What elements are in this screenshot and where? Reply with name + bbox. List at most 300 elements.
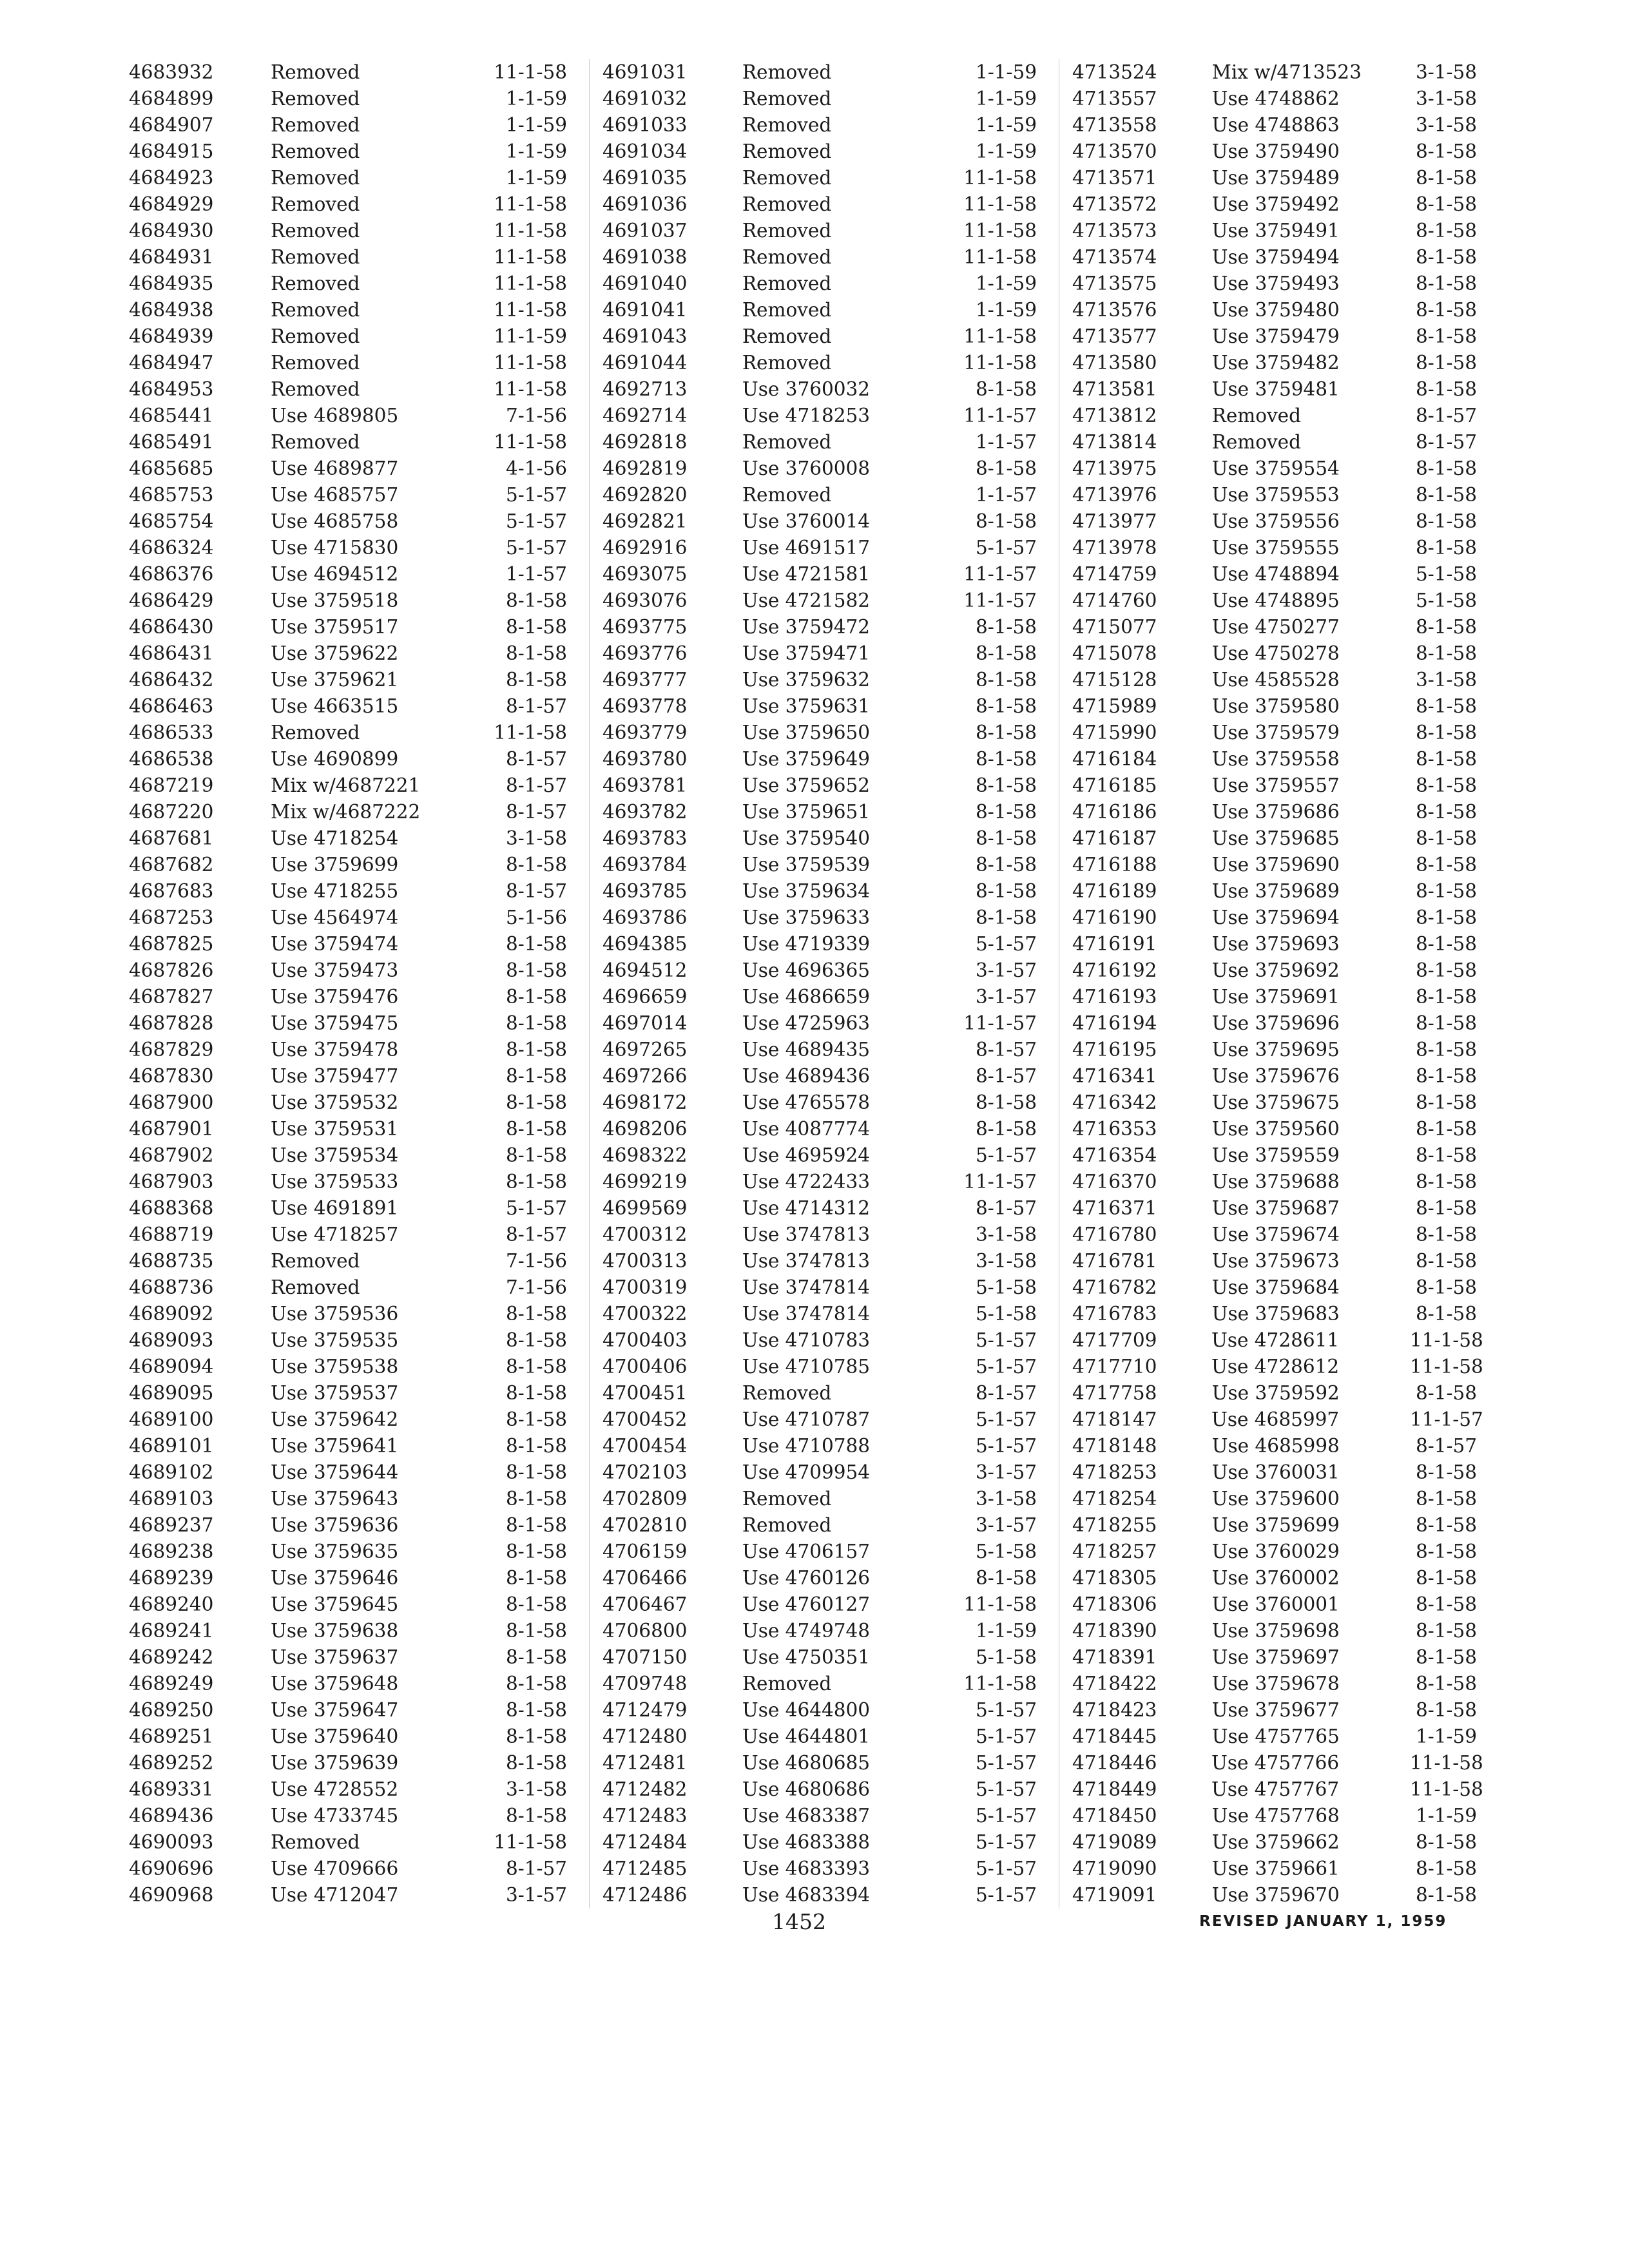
replacement-status: Use 4686659	[742, 986, 871, 1008]
replacement-status: Use 3759696	[1211, 1012, 1340, 1034]
part-number: 4716187	[1072, 827, 1157, 849]
part-number: 4716370	[1072, 1171, 1157, 1193]
table-row	[590, 456, 1059, 482]
replacement-status: Use 4706157	[742, 1541, 871, 1562]
part-number: 4713975	[1072, 457, 1157, 479]
part-number: 4693786	[602, 907, 688, 928]
table-row	[1059, 1750, 1483, 1776]
effective-date: 1-1-59	[1415, 1805, 1477, 1827]
table-row	[1059, 86, 1477, 112]
table-row	[590, 984, 1059, 1010]
table-row	[122, 614, 589, 640]
table-row	[1059, 1301, 1477, 1327]
part-number: 4712483	[602, 1805, 688, 1827]
effective-date: 8-1-58	[1415, 880, 1477, 902]
part-number: 4688735	[129, 1250, 214, 1272]
replacement-status: Use 3759691	[1211, 986, 1340, 1008]
part-number: 4697014	[602, 1012, 688, 1034]
replacement-status: Use 3759538	[271, 1356, 399, 1378]
replacement-status: Use 3759687	[1211, 1197, 1340, 1219]
effective-date: 8-1-58	[505, 1673, 567, 1695]
part-number: 4717758	[1072, 1382, 1157, 1404]
effective-date: 8-1-58	[1415, 378, 1477, 400]
part-number: 4716341	[1072, 1065, 1157, 1087]
effective-date: 8-1-58	[975, 695, 1037, 717]
table-row	[590, 720, 1059, 746]
part-number: 4687830	[129, 1065, 214, 1087]
part-number: 4716189	[1072, 880, 1157, 902]
table-row	[1059, 614, 1477, 640]
replacement-status: Removed	[742, 246, 832, 268]
effective-date: 8-1-58	[975, 880, 1037, 902]
part-number: 4713581	[1072, 378, 1157, 400]
table-row	[122, 640, 589, 667]
effective-date: 8-1-58	[505, 1382, 567, 1404]
table-row	[1059, 1829, 1477, 1856]
effective-date: 11-1-58	[1410, 1752, 1483, 1774]
table-row	[1059, 1644, 1477, 1671]
effective-date: 8-1-57	[975, 1039, 1037, 1061]
part-number: 4689251	[129, 1725, 214, 1747]
table-row	[590, 1776, 1059, 1803]
effective-date: 5-1-57	[975, 1408, 1037, 1430]
part-number: 4692916	[602, 537, 688, 559]
replacement-status: Use 4718255	[271, 880, 399, 902]
part-number: 4713976	[1072, 484, 1157, 506]
table-row	[590, 746, 1059, 773]
replacement-status: Use 4718257	[271, 1224, 399, 1245]
replacement-status: Use 4709666	[271, 1858, 399, 1879]
part-number: 4700322	[602, 1303, 688, 1325]
replacement-status: Use 4760126	[742, 1567, 871, 1589]
effective-date: 3-1-58	[1415, 88, 1477, 110]
table-row	[1059, 535, 1477, 561]
replacement-status: Use 4685997	[1211, 1408, 1340, 1430]
part-number: 4684929	[129, 193, 214, 215]
replacement-status: Use 3760014	[742, 510, 871, 532]
effective-date: 8-1-58	[1415, 933, 1477, 955]
part-number: 4686431	[129, 642, 214, 664]
part-number: 4706467	[602, 1593, 688, 1615]
part-number: 4689100	[129, 1408, 214, 1430]
table-row	[122, 244, 589, 271]
effective-date: 4-1-56	[505, 457, 567, 479]
table-row	[1059, 667, 1477, 693]
part-number: 4718253	[1072, 1461, 1157, 1483]
effective-date: 11-1-58	[494, 299, 567, 321]
effective-date: 8-1-58	[1415, 1118, 1477, 1140]
table-row	[590, 350, 1059, 376]
effective-date: 8-1-58	[975, 827, 1037, 849]
replacement-status: Use 3759670	[1211, 1884, 1340, 1906]
part-number: 4717709	[1072, 1329, 1157, 1351]
effective-date: 5-1-57	[975, 1144, 1037, 1166]
part-number: 4687681	[129, 827, 214, 849]
effective-date: 8-1-58	[1415, 642, 1477, 664]
part-number: 4691032	[602, 88, 688, 110]
table-row	[122, 852, 589, 878]
replacement-status: Use 3759690	[1211, 854, 1340, 876]
replacement-status: Use 4694512	[271, 563, 399, 585]
replacement-status: Use 3759579	[1211, 722, 1340, 744]
part-number: 4693775	[602, 616, 688, 638]
replacement-status: Use 3759560	[1211, 1118, 1340, 1140]
part-number: 4691040	[602, 273, 688, 294]
part-number: 4713571	[1072, 167, 1157, 189]
effective-date: 7-1-56	[505, 1250, 567, 1272]
table-row	[1059, 905, 1477, 931]
effective-date: 8-1-58	[505, 1171, 567, 1193]
replacement-status: Use 4689877	[271, 457, 399, 479]
part-number: 4689240	[129, 1593, 214, 1615]
part-number: 4691038	[602, 246, 688, 268]
table-row	[122, 1539, 589, 1565]
table-row	[122, 1407, 589, 1433]
table-row	[122, 535, 589, 561]
replacement-status: Use 3759641	[271, 1435, 399, 1457]
table-row	[122, 667, 589, 693]
page-footer	[0, 1909, 1629, 1948]
table-row	[122, 1169, 589, 1195]
replacement-status: Removed	[742, 140, 832, 162]
table-row	[1059, 1407, 1483, 1433]
part-number: 4693780	[602, 748, 688, 770]
table-row	[1059, 1697, 1477, 1724]
replacement-status: Use 3759648	[271, 1673, 399, 1695]
table-row	[1059, 693, 1477, 720]
table-row	[1059, 1856, 1477, 1882]
part-number: 4714759	[1072, 563, 1157, 585]
effective-date: 8-1-58	[505, 1356, 567, 1378]
effective-date: 8-1-58	[505, 1699, 567, 1721]
part-number: 4691043	[602, 325, 688, 347]
effective-date: 8-1-58	[1415, 1593, 1477, 1615]
effective-date: 7-1-56	[505, 1276, 567, 1298]
replacement-status: Use 3759534	[271, 1144, 399, 1166]
table-row	[122, 957, 589, 984]
effective-date: 5-1-57	[975, 1725, 1037, 1747]
part-number: 4713814	[1072, 431, 1157, 453]
table-row	[122, 482, 589, 508]
replacement-status: Use 4728611	[1211, 1329, 1340, 1351]
table-row	[1059, 1116, 1477, 1142]
part-number: 4693785	[602, 880, 688, 902]
table-row	[122, 746, 589, 773]
part-number: 4692821	[602, 510, 688, 532]
table-row	[590, 218, 1059, 244]
table-row	[590, 799, 1059, 825]
table-row	[1059, 1671, 1477, 1697]
part-number: 4688736	[129, 1276, 214, 1298]
effective-date: 1-1-59	[975, 299, 1037, 321]
part-number: 4716195	[1072, 1039, 1157, 1061]
effective-date: 8-1-58	[1415, 1567, 1477, 1589]
part-number: 4719090	[1072, 1858, 1157, 1879]
effective-date: 5-1-58	[975, 1276, 1037, 1298]
table-row	[590, 191, 1059, 218]
table-row	[122, 508, 589, 535]
replacement-status: Use 3759634	[742, 880, 871, 902]
part-number: 4702810	[602, 1514, 688, 1536]
replacement-status: Use 3759645	[271, 1593, 399, 1615]
replacement-status: Use 4718254	[271, 827, 399, 849]
replacement-status: Removed	[271, 299, 360, 321]
effective-date: 8-1-57	[505, 1858, 567, 1879]
replacement-status: Removed	[742, 431, 832, 453]
part-number: 4685491	[129, 431, 214, 453]
replacement-status: Removed	[742, 1382, 832, 1404]
effective-date: 8-1-58	[1415, 774, 1477, 796]
table-row	[1059, 508, 1477, 535]
part-number: 4689250	[129, 1699, 214, 1721]
table-row	[590, 1090, 1059, 1116]
table-row	[1059, 1459, 1477, 1486]
part-number: 4718390	[1072, 1620, 1157, 1642]
part-number: 4691041	[602, 299, 688, 321]
part-number: 4686376	[129, 563, 214, 585]
effective-date: 8-1-58	[975, 1118, 1037, 1140]
effective-date: 11-1-58	[963, 220, 1037, 242]
part-number: 4685754	[129, 510, 214, 532]
effective-date: 11-1-58	[963, 1593, 1037, 1615]
effective-date: 8-1-58	[1415, 1091, 1477, 1113]
effective-date: 8-1-58	[1415, 907, 1477, 928]
effective-date: 5-1-57	[975, 1831, 1037, 1853]
replacement-status: Removed	[742, 1673, 832, 1695]
table-row	[1059, 1090, 1477, 1116]
replacement-status: Removed	[271, 140, 360, 162]
effective-date: 8-1-58	[1415, 140, 1477, 162]
effective-date: 5-1-57	[975, 1805, 1037, 1827]
effective-date: 8-1-58	[1415, 1699, 1477, 1721]
part-number: 4712482	[602, 1778, 688, 1800]
table-row	[1059, 1010, 1477, 1037]
replacement-status: Removed	[742, 167, 832, 189]
replacement-status: Use 4712047	[271, 1884, 399, 1906]
replacement-status: Use 3759649	[742, 748, 871, 770]
replacement-status: Use 3759686	[1211, 801, 1340, 823]
table-row	[590, 1539, 1059, 1565]
replacement-status: Removed	[271, 273, 360, 294]
effective-date: 5-1-58	[975, 1303, 1037, 1325]
table-row	[590, 1724, 1059, 1750]
effective-date: 8-1-58	[975, 1091, 1037, 1113]
part-number: 4718450	[1072, 1805, 1157, 1827]
replacement-status: Removed	[271, 193, 360, 215]
effective-date: 8-1-58	[505, 1435, 567, 1457]
part-number: 4718257	[1072, 1541, 1157, 1562]
part-number: 4687828	[129, 1012, 214, 1034]
table-row	[1059, 1354, 1483, 1380]
table-row	[1059, 1618, 1477, 1644]
effective-date: 8-1-58	[1415, 220, 1477, 242]
table-row	[122, 1433, 589, 1459]
replacement-status: Use 3759479	[1211, 325, 1340, 347]
replacement-status: Removed	[271, 88, 360, 110]
table-row	[1059, 323, 1477, 350]
effective-date: 11-1-58	[963, 167, 1037, 189]
table-row	[590, 1222, 1059, 1248]
replacement-status: Use 3760029	[1211, 1541, 1340, 1562]
effective-date: 11-1-58	[494, 61, 567, 83]
effective-date: 8-1-58	[505, 1303, 567, 1325]
replacement-status: Use 3759554	[1211, 457, 1340, 479]
replacement-status: Use 3759673	[1211, 1250, 1340, 1272]
table-row	[122, 350, 589, 376]
effective-date: 11-1-58	[494, 431, 567, 453]
part-number: 4698206	[602, 1118, 688, 1140]
effective-date: 8-1-58	[975, 748, 1037, 770]
part-number: 4700451	[602, 1382, 688, 1404]
table-row	[590, 1644, 1059, 1671]
part-number: 4713557	[1072, 88, 1157, 110]
effective-date: 8-1-58	[975, 774, 1037, 796]
replacement-status: Use 4757766	[1211, 1752, 1340, 1774]
replacement-status: Use 4710788	[742, 1435, 871, 1457]
part-number: 4713977	[1072, 510, 1157, 532]
table-row	[590, 112, 1059, 139]
replacement-status: Use 3759473	[271, 959, 399, 981]
effective-date: 8-1-57	[505, 748, 567, 770]
replacement-status: Use 4757765	[1211, 1725, 1340, 1747]
table-row	[122, 905, 589, 931]
part-number: 4716782	[1072, 1276, 1157, 1298]
replacement-status: Use 3759592	[1211, 1382, 1340, 1404]
part-number: 4718423	[1072, 1699, 1157, 1721]
effective-date: 8-1-58	[1415, 299, 1477, 321]
table-row	[590, 1301, 1059, 1327]
table-row	[1059, 640, 1477, 667]
part-number: 4693777	[602, 669, 688, 691]
table-row	[122, 429, 589, 456]
replacement-status: Use 3759493	[1211, 273, 1340, 294]
effective-date: 8-1-58	[1415, 167, 1477, 189]
replacement-status: Use 3759698	[1211, 1620, 1340, 1642]
part-number: 4706800	[602, 1620, 688, 1642]
table-row	[1059, 297, 1477, 323]
part-number: 4707150	[602, 1646, 688, 1668]
replacement-status: Removed	[271, 246, 360, 268]
replacement-status: Use 4757767	[1211, 1778, 1340, 1800]
table-row	[122, 1301, 589, 1327]
replacement-status: Removed	[742, 325, 832, 347]
part-number: 4689094	[129, 1356, 214, 1378]
table-row	[1059, 112, 1477, 139]
part-number: 4689092	[129, 1303, 214, 1325]
effective-date: 8-1-58	[975, 457, 1037, 479]
part-number: 4687827	[129, 986, 214, 1008]
part-number: 4685753	[129, 484, 214, 506]
table-row	[590, 1195, 1059, 1222]
effective-date: 8-1-58	[505, 1039, 567, 1061]
table-row	[590, 403, 1059, 429]
table-row	[590, 1697, 1059, 1724]
table-row	[590, 1856, 1059, 1882]
part-number: 4689095	[129, 1382, 214, 1404]
part-number: 4718305	[1072, 1567, 1157, 1589]
part-number: 4693779	[602, 722, 688, 744]
effective-date: 11-1-58	[494, 352, 567, 374]
table-row	[1059, 1327, 1483, 1354]
effective-date: 8-1-58	[505, 1541, 567, 1562]
replacement-status: Use 3759490	[1211, 140, 1340, 162]
table-row	[1059, 1063, 1477, 1090]
effective-date: 11-1-58	[1410, 1778, 1483, 1800]
part-number: 4702809	[602, 1488, 688, 1510]
replacement-status: Use 3759491	[1211, 220, 1340, 242]
table-row	[1059, 244, 1477, 271]
effective-date: 8-1-58	[1415, 854, 1477, 876]
replacement-status: Mix w/4687222	[271, 801, 421, 823]
replacement-status: Use 4715830	[271, 537, 399, 559]
table-row	[590, 905, 1059, 931]
replacement-status: Use 4749748	[742, 1620, 871, 1642]
effective-date: 8-1-58	[1415, 352, 1477, 374]
effective-date: 8-1-58	[505, 1646, 567, 1668]
replacement-status: Use 4695924	[742, 1144, 871, 1166]
replacement-status: Use 3760001	[1211, 1593, 1340, 1615]
effective-date: 5-1-57	[505, 510, 567, 532]
effective-date: 8-1-58	[975, 1567, 1037, 1589]
effective-date: 8-1-58	[505, 1408, 567, 1430]
part-number: 4716780	[1072, 1224, 1157, 1245]
table-row	[590, 1459, 1059, 1486]
effective-date: 1-1-59	[975, 61, 1037, 83]
effective-date: 8-1-58	[1415, 510, 1477, 532]
table-row	[122, 1486, 589, 1512]
part-number: 4715989	[1072, 695, 1157, 717]
table-row	[122, 456, 589, 482]
part-number: 4714760	[1072, 590, 1157, 611]
effective-date: 8-1-58	[975, 616, 1037, 638]
part-number: 4686324	[129, 537, 214, 559]
replacement-status: Removed	[271, 1250, 360, 1272]
replacement-status: Removed	[271, 378, 360, 400]
effective-date: 8-1-58	[975, 378, 1037, 400]
part-number: 4689252	[129, 1752, 214, 1774]
replacement-status: Use 4718253	[742, 405, 871, 427]
table-row	[1059, 1776, 1483, 1803]
effective-date: 8-1-58	[1415, 325, 1477, 347]
part-number: 4716342	[1072, 1091, 1157, 1113]
effective-date: 3-1-57	[975, 1461, 1037, 1483]
replacement-status: Use 3759533	[271, 1171, 399, 1193]
table-row	[122, 112, 589, 139]
part-number: 4716190	[1072, 907, 1157, 928]
part-number: 4684915	[129, 140, 214, 162]
replacement-status: Use 3759477	[271, 1065, 399, 1087]
part-number: 4693778	[602, 695, 688, 717]
part-number: 4719089	[1072, 1831, 1157, 1853]
table-row	[1059, 139, 1477, 165]
effective-date: 11-1-58	[494, 220, 567, 242]
table-row	[122, 931, 589, 957]
replacement-status: Removed	[271, 61, 360, 83]
part-number: 4693776	[602, 642, 688, 664]
part-number: 4687900	[129, 1091, 214, 1113]
replacement-status: Use 3759652	[742, 774, 871, 796]
effective-date: 8-1-57	[975, 1382, 1037, 1404]
table-row	[122, 1618, 589, 1644]
page-number: 1452	[772, 1909, 826, 1934]
effective-date: 8-1-58	[1415, 1039, 1477, 1061]
replacement-status: Use 3759647	[271, 1699, 399, 1721]
part-number: 4697266	[602, 1065, 688, 1087]
replacement-status: Use 3759472	[742, 616, 871, 638]
table-row	[590, 1565, 1059, 1591]
table-row	[122, 825, 589, 852]
part-number: 4691036	[602, 193, 688, 215]
